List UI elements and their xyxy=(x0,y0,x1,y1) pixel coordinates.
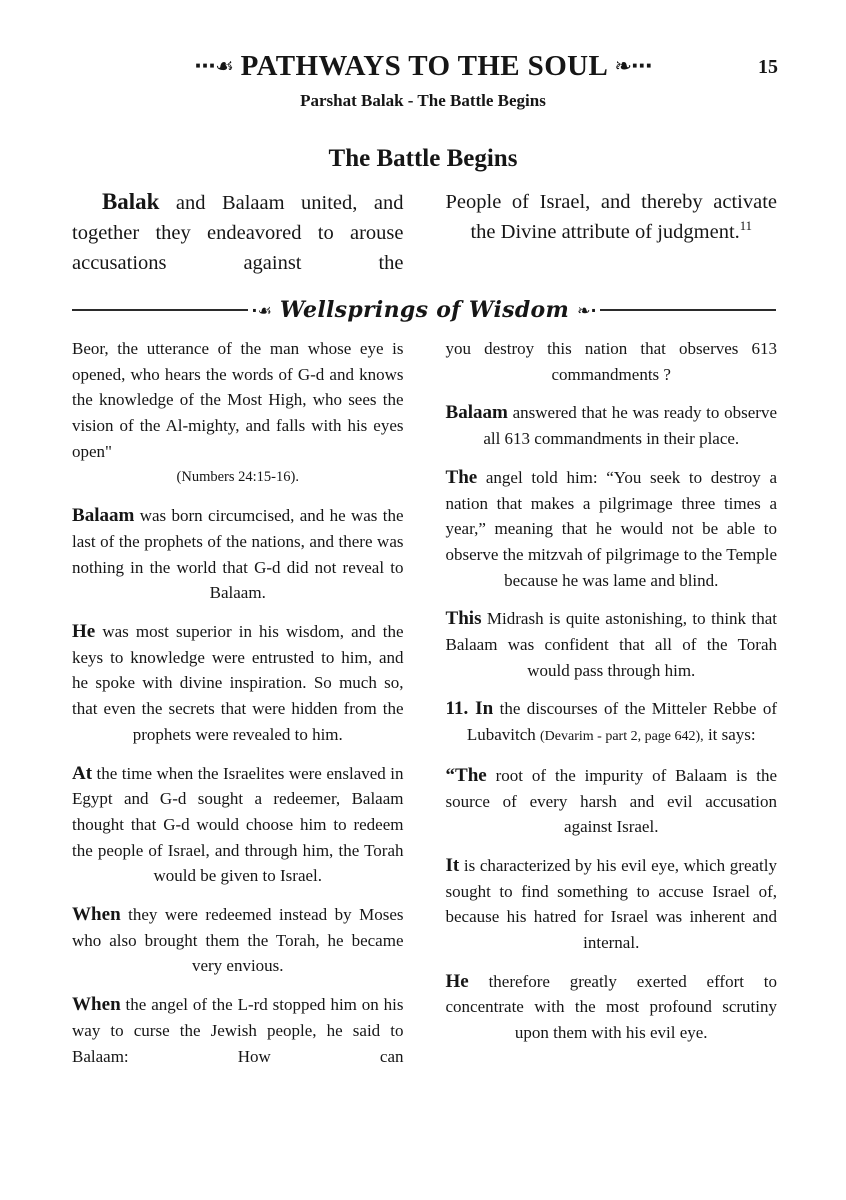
paragraph xyxy=(446,187,778,247)
paragraph-text: angel told him: “You seek to destroy a nation that makes a pilgrimage three times a year,” meaning that he would not be able to observe the mitzvah of pilgrimage to the Temple because he was lame and blind. xyxy=(445,467,777,590)
book-title-line xyxy=(0,49,846,83)
paragraph-lead: Balak xyxy=(102,189,160,214)
paragraph-text: you destroy this nation that observes 613 commandments ? xyxy=(445,339,777,384)
paragraph-text: People of Israel, and thereby activate the Divine attribute of judgment. xyxy=(445,191,777,243)
paragraph xyxy=(446,465,778,594)
divider-rule-right xyxy=(600,309,776,311)
paragraph-lead: 11. In xyxy=(445,698,494,720)
paragraph xyxy=(72,619,404,748)
column-left xyxy=(72,336,404,1082)
page-number: 15 xyxy=(758,56,778,78)
paragraph-lead: This xyxy=(445,608,482,630)
paragraph-text: root of the impurity of Balaam is the source of every harsh and evil accusation against Israel. xyxy=(445,765,777,837)
paragraph xyxy=(446,606,778,683)
paragraph-lead: Balaam xyxy=(72,505,135,527)
paragraph-lead: “The xyxy=(445,764,487,786)
paragraph-text: (Devarim - part 2, page 642), xyxy=(540,729,704,745)
paragraph-text: the time when the Israelites were enslaved in Egypt and G-d sought a redeemer, Balaam thought that G-d would choose him to redeem the people of Israel, and through him, the Torah would be given to Israel. xyxy=(72,763,404,886)
flourish-right-icon: ❧∙∙∙ xyxy=(614,54,652,78)
paragraph xyxy=(72,336,404,465)
paragraph xyxy=(446,336,778,387)
paragraph-text: Beor, the utterance of the man whose eye is opened, who hears the words of G-d and knows the knowledge of the Most High, who sees the vision of the Al-mighty, and falls with his eyes open" xyxy=(72,339,404,461)
paragraph-lead: When xyxy=(72,904,121,926)
paragraph-lead: When xyxy=(72,994,121,1016)
intro-section xyxy=(0,187,846,278)
paragraph-text: was born circumcised, and he was the last of the prophets of the nations, and there was nothing in the world that G-d did not reveal to Balaam. xyxy=(72,506,404,603)
parsha-subtitle: Parshat Balak - The Battle Begins xyxy=(300,91,546,110)
article-heading: The Battle Begins xyxy=(328,145,518,172)
paragraph-lead: It xyxy=(445,854,460,876)
footnote-ref: 11 xyxy=(739,219,753,234)
wellsprings-section xyxy=(0,336,846,1082)
paragraph-text: therefore greatly exerted effort to concentrate with the most profound scrutiny upon them with his evil eye. xyxy=(445,971,777,1043)
page-header xyxy=(0,0,846,112)
paragraph-text: answered that he was ready to observe all 613 commandments in their place. xyxy=(483,403,777,449)
paragraph xyxy=(72,992,404,1069)
section-title: Wellsprings of Wisdom xyxy=(279,297,570,323)
paragraph-lead: The xyxy=(445,466,478,488)
paragraph xyxy=(72,902,404,979)
section-divider xyxy=(72,297,776,323)
paragraph-text: Midrash is quite astonishing, to think that Balaam was confident that all of the Torah would pass through him. xyxy=(445,609,777,680)
paragraph-text: and Balaam united, and together they endeavored to arouse accusations against the xyxy=(72,192,404,274)
paragraph-text: was most superior in his wisdom, and the keys to knowledge were entrusted to him, and he spoke with divine inspiration. So much so, that even the secrets that were hidden from the prophets were revealed to him. xyxy=(72,622,404,744)
column-right xyxy=(446,336,778,1082)
paragraph xyxy=(72,503,404,606)
paragraph xyxy=(446,853,778,956)
paragraph-lead: At xyxy=(72,762,93,784)
paragraph-text: they were redeemed instead by Moses who also brought them the Torah, he became very envious. xyxy=(72,905,404,976)
intro-column-right xyxy=(446,187,778,278)
paragraph-text: the discourses of the Mitteler Rebbe of Lubavitch xyxy=(466,699,777,745)
paragraph xyxy=(446,763,778,840)
divider-flourish-right-icon: ❧∙ xyxy=(577,300,597,320)
paragraph-text: the angel of the L-rd stopped him on his way to curse the Jewish people, he said to Balaam: How can xyxy=(72,995,404,1066)
intro-column-left xyxy=(72,187,404,278)
scripture-citation: (Numbers 24:15-16). xyxy=(176,468,299,485)
divider-rule-left xyxy=(72,309,248,311)
divider-flourish-left-icon: ∙☙ xyxy=(251,300,272,320)
paragraph xyxy=(446,400,778,451)
paragraph xyxy=(72,187,404,278)
paragraph xyxy=(446,969,778,1046)
paragraph xyxy=(72,761,404,890)
book-title: PATHWAYS TO THE SOUL xyxy=(240,50,607,82)
paragraph-lead: He xyxy=(445,970,469,992)
flourish-left-icon: ∙∙∙☙ xyxy=(194,54,233,78)
paragraph-text: it says: xyxy=(703,725,756,745)
paragraph-text: is characterized by his evil eye, which greatly sought to find something to accuse Israel of, because his hatred for Israel was inherent and internal. xyxy=(445,855,777,953)
paragraph-lead: Balaam xyxy=(445,402,508,424)
paragraph-lead: He xyxy=(72,621,96,643)
paragraph xyxy=(446,696,778,749)
